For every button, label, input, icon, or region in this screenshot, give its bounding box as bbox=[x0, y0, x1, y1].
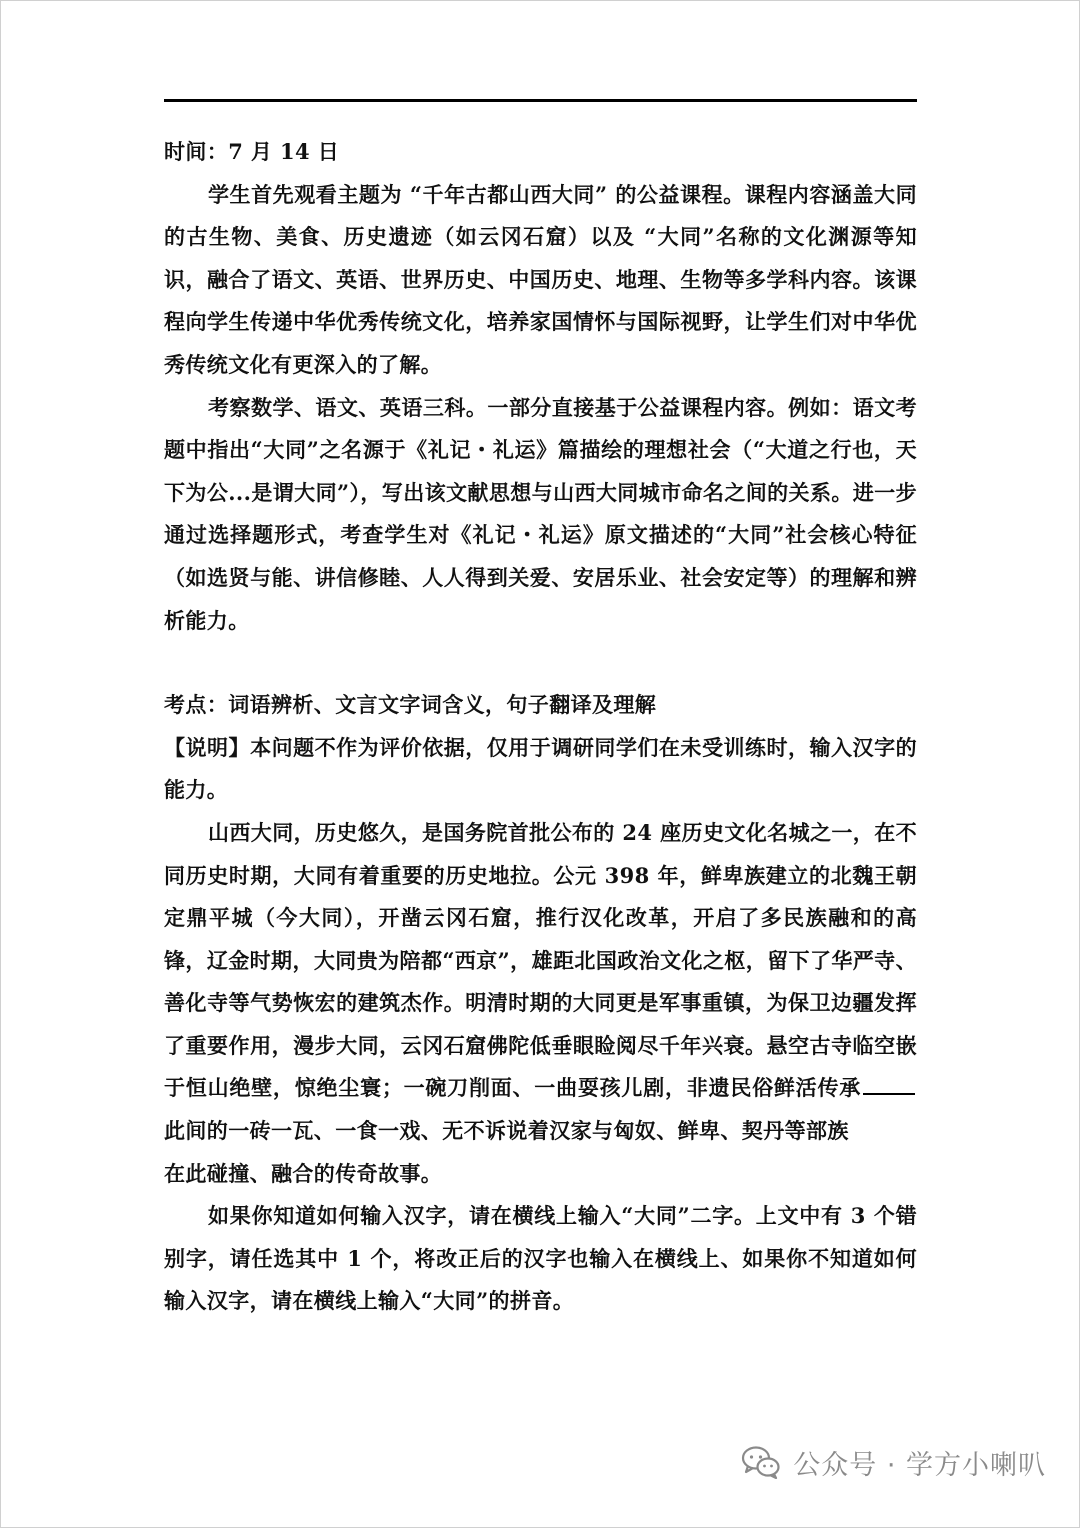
passage-last-line: 在此碰撞、融合的传奇故事。 bbox=[164, 1160, 443, 1186]
passage-before-blank: 山西大同，历史悠久，是国务院首批公布的 24 座历史文化名城之一，在不同历史时期，大同有着重要的历史地拉。公元 398 年，鲜卑族建立的北魏王朝定鼎平城（今大同），开凿云冈石窟，推行汉化改革，开启了多民族融和的高锋，辽金时期，大同贵为陪都“西京”，雄距北国政治文化之枢，留下了华严寺、善化寺等气势恢宏的建筑杰作。明清时期的大同更是军事重镇，为保卫边疆发挥了重要作用，漫步大同，云冈石窟佛陀低垂眼睑阅尽千年兴衰。悬空古寺临空嵌于恒山绝壁，惊绝尘寰；一碗刀削面、一曲耍孩儿剧，非遗民俗鲜活传承 bbox=[164, 819, 917, 1101]
watermark bbox=[741, 1432, 1046, 1492]
wechat-icon bbox=[741, 1445, 781, 1479]
passage-after-blank: 此间的一砖一瓦、一食一戏、无不诉说着汉家与匈奴、鲜卑、契丹等部族 bbox=[164, 1118, 849, 1144]
document-body bbox=[164, 131, 917, 1323]
time-line: 时间：7 月 14 日 bbox=[164, 139, 340, 164]
paragraph-exam: 考察数学、语文、英语三科。一部分直接基于公益课程内容。例如：语文考题中指出“大同”之名源于《礼记・礼运》篇描绘的理想社会（“大道之行也，天下为公...是谓大同”），写出该文献思想与山西大同城市命名之间的关系。进一步通过选择题形式，考查学生对《礼记・礼运》原文描述的“大同”社会核心特征（如选贤与能、讲信修睦、人人得到关爱、安居乐业、社会安定等）的理解和辨析能力。 bbox=[164, 394, 917, 633]
answer-blank[interactable] bbox=[863, 1073, 915, 1095]
paragraph-course: 学生首先观看主题为 “千年古都山西大同” 的公益课程。课程内容涵盖大同的古生物、美食、历史遗迹（如云冈石窟）以及 “大同”名称的文化渊源等知识，融合了语文、英语、世界历史、中国历史、地理、生物等多学科内容。该课程向学生传递中华优秀传统文化，培养家国情怀与国际视野，让学生们对中华优秀传统文化有更深入的了解。 bbox=[164, 181, 917, 377]
instruction-paragraph: 如果你知道如何输入汉字，请在横线上输入“大同”二字。上文中有 3 个错别字，请任选其中 1 个，将改正后的汉字也输入在横线上、如果你不知道如何输入汉字，请在横线上输入“大同”的拼音。 bbox=[164, 1203, 917, 1314]
header-rule bbox=[164, 99, 917, 102]
kaodian-line: 考点：词语辨析、文言文字词含义，句子翻译及理解 bbox=[164, 692, 657, 718]
passage-paragraph bbox=[164, 812, 917, 1153]
note-paragraph: 【说明】本问题不作为评价依据，仅用于调研同学们在未受训练时，输入汉字的能力。 bbox=[164, 734, 917, 803]
watermark-text: 公众号 · 学方小喇叭 bbox=[793, 1449, 1046, 1481]
